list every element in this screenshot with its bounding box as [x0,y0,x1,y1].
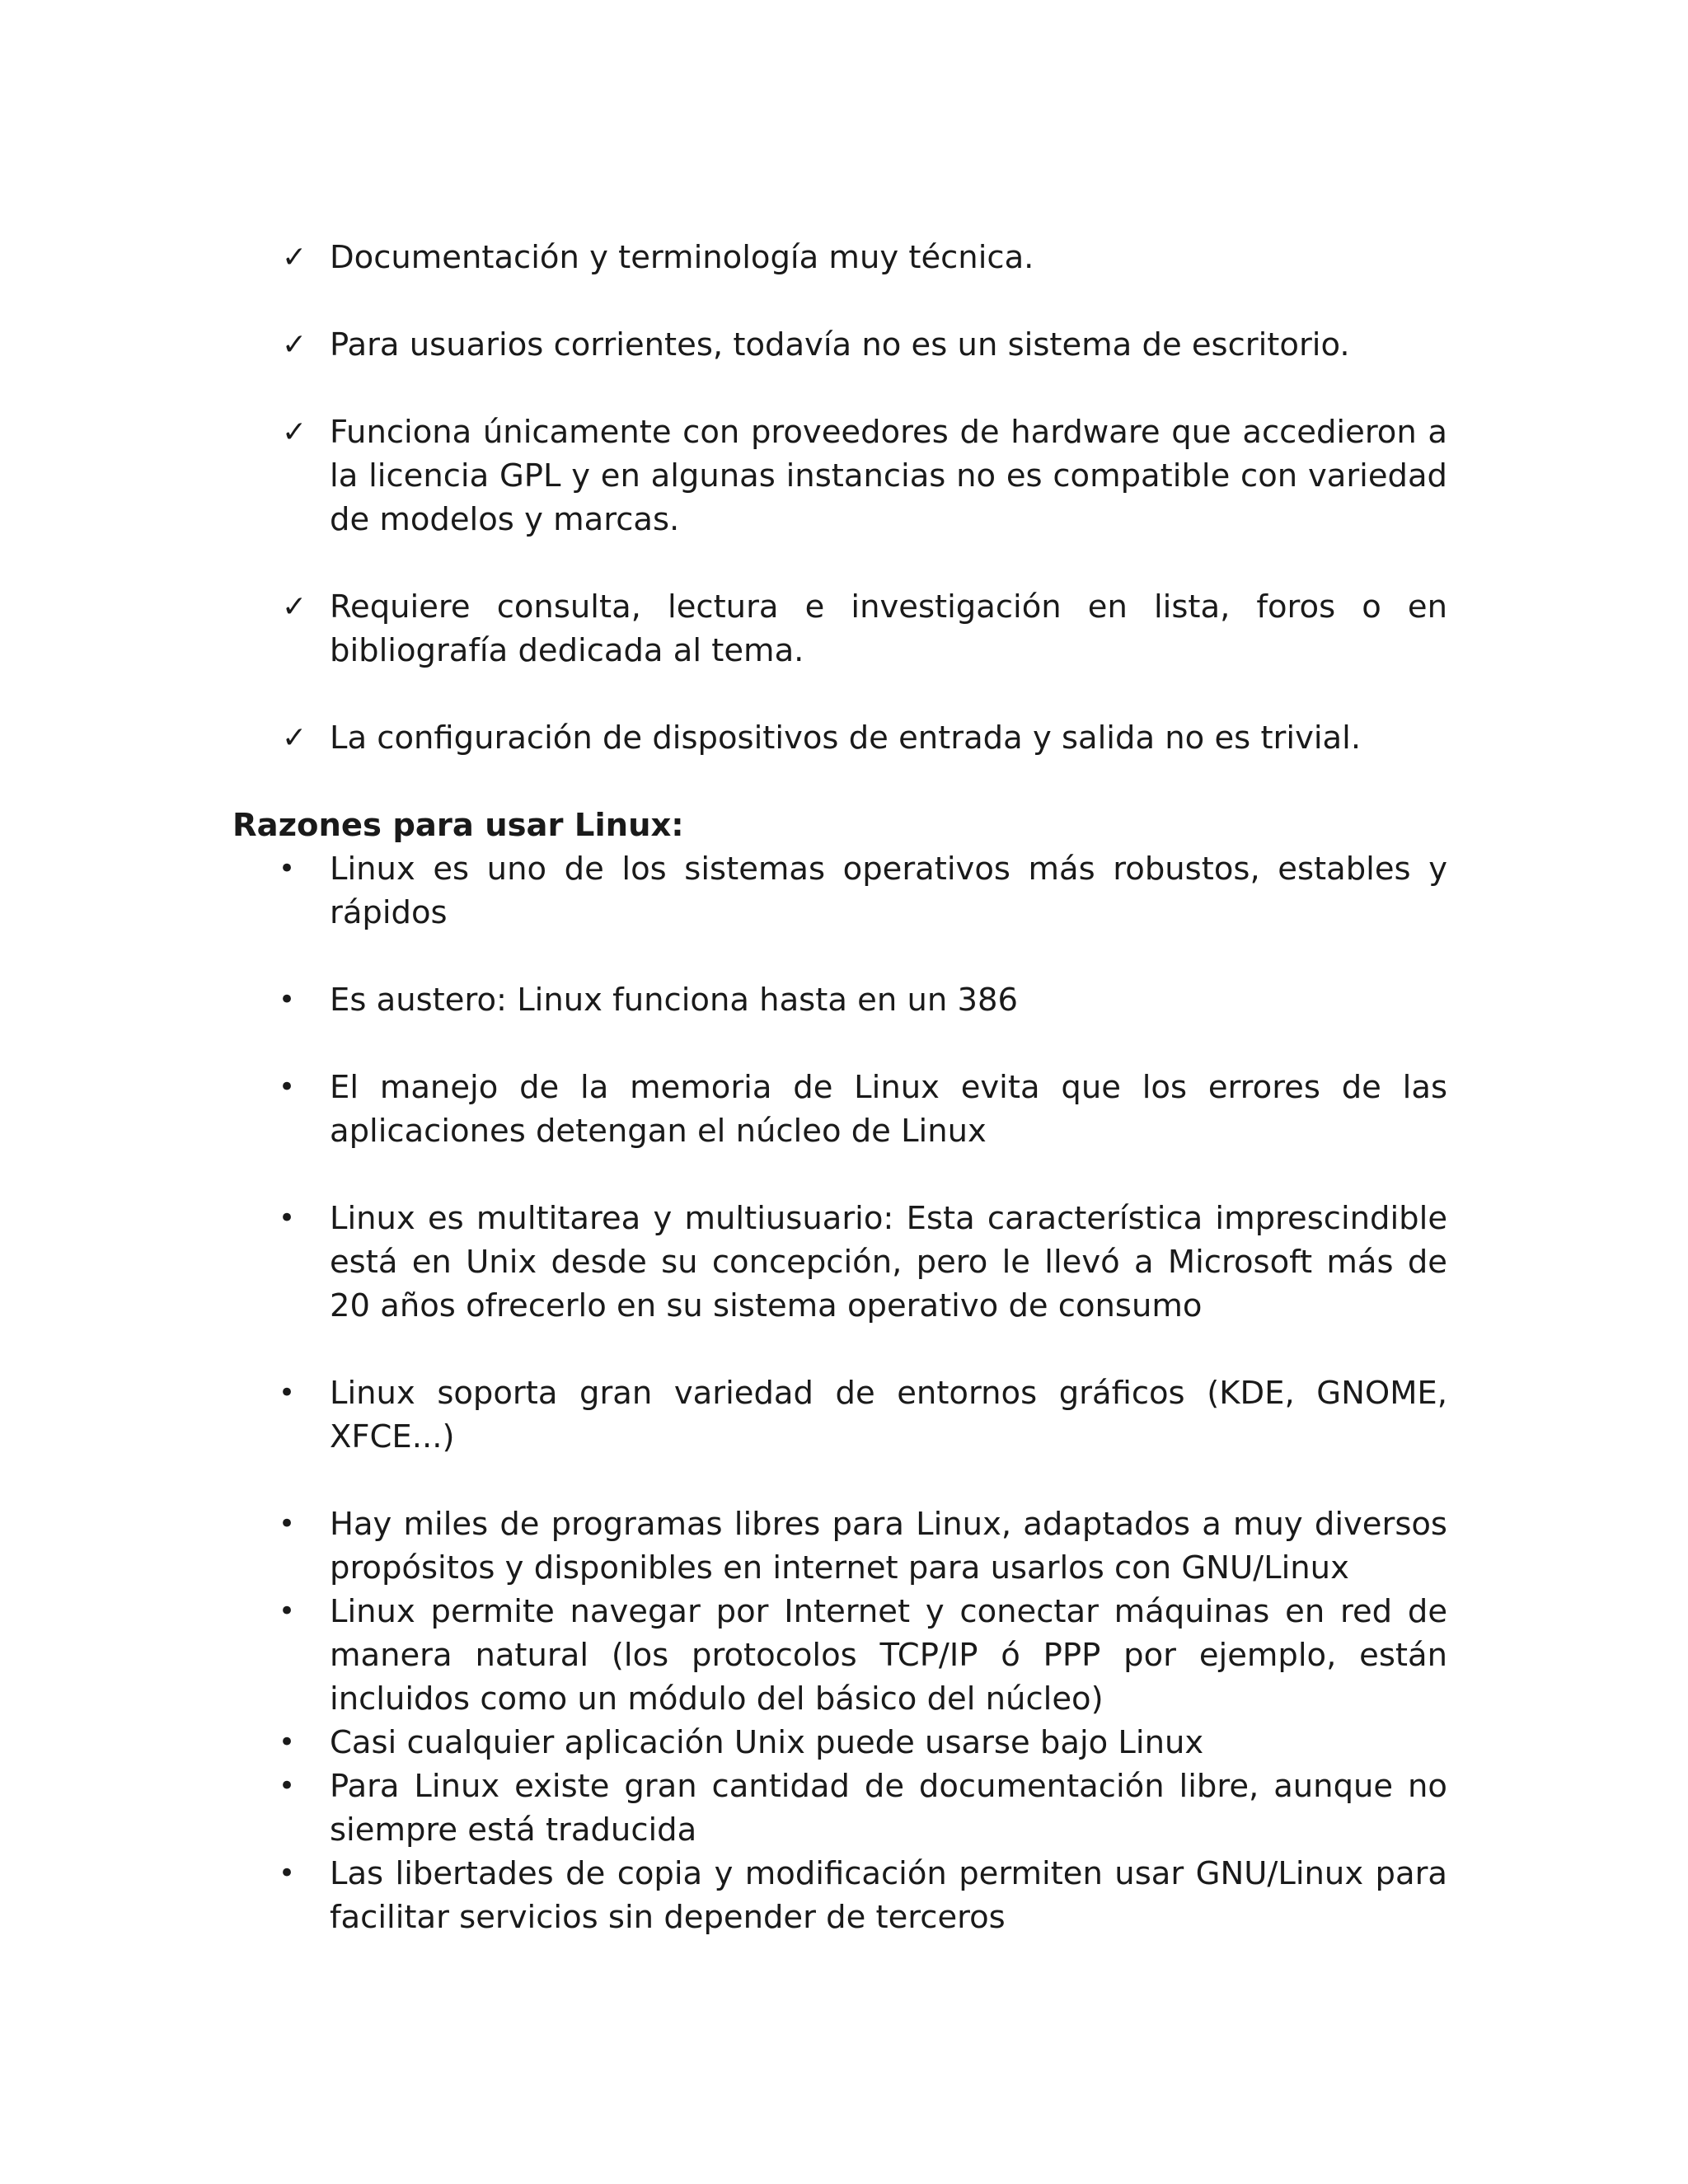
list-item-text: Es austero: Linux funciona hasta en un 386 [330,982,1019,1019]
bullet-icon: • [279,1726,296,1759]
list-item-text: El manejo de la memoria de Linux evita que los errores de las aplicaciones detengan el núcleo de Linux [330,1069,1447,1150]
bullet-icon: • [279,1071,296,1104]
list-item-text: La configuración de dispositivos de entrada y salida no es trivial. [330,719,1362,757]
list-item-text: Para usuarios corrientes, todavía no es un sistema de escritorio. [330,326,1350,363]
list-item [232,323,1447,367]
document-body [232,236,1447,1939]
list-item-text: Documentación y terminología muy técnica. [330,239,1034,276]
bullet-icon: • [279,1202,296,1235]
list-item-text: Casi cualquier aplicación Unix puede usarse bajo Linux [330,1724,1204,1761]
checkmark-icon: ✓ [282,590,307,624]
list-item-text: Funciona únicamente con proveedores de hardware que accedieron a la licencia GPL y en algunas instancias no es compatible con variedad de modelos y marcas. [330,414,1447,538]
list-item [232,1852,1447,1939]
list-item-text: Linux es multitarea y multiusuario: Esta característica imprescindible está en Unix desde su concepción, pero le llevó a Microsoft más de 20 años ofrecerlo en su sistema operativo de consumo [330,1200,1447,1324]
bullet-icon: • [279,852,296,885]
list-item [232,1197,1447,1328]
list-item-text: Linux soporta gran variedad de entornos gráficos (KDE, GNOME, XFCE...) [330,1375,1447,1455]
bullet-icon: • [279,1857,296,1890]
list-item [232,978,1447,1022]
bullet-icon: • [279,1595,296,1628]
cons-check-list [232,236,1447,760]
list-item [232,1721,1447,1765]
checkmark-icon: ✓ [282,415,307,449]
list-item-text: Requiere consulta, lectura e investigación en lista, foros o en bibliografía dedicada al tema. [330,588,1447,669]
list-item-text: Linux es uno de los sistemas operativos más robustos, estables y rápidos [330,851,1447,931]
section-heading: Razones para usar Linux: [232,807,684,844]
list-item [232,716,1447,760]
checkmark-icon: ✓ [282,328,307,362]
bullet-icon: • [279,1376,296,1409]
list-item [232,1066,1447,1153]
list-item [232,585,1447,673]
list-item-text: Linux permite navegar por Internet y conectar máquinas en red de manera natural (los protocolos TCP/IP ó PPP por ejemplo, están incluidos como un módulo del básico del núcleo) [330,1593,1447,1718]
list-item [232,1590,1447,1721]
reasons-bullet-list [232,847,1447,1939]
list-item [232,236,1447,279]
list-item [232,410,1447,541]
list-item-text: Hay miles de programas libres para Linux, adaptados a muy diversos propósitos y disponibles en internet para usarlos con GNU/Linux [330,1506,1447,1586]
list-item [232,847,1447,935]
list-item [232,1371,1447,1459]
list-item [232,1502,1447,1590]
list-item-text: Las libertades de copia y modificación permiten usar GNU/Linux para facilitar servicios sin depender de terceros [330,1855,1447,1936]
bullet-icon: • [279,1507,296,1540]
checkmark-icon: ✓ [282,721,307,755]
checkmark-icon: ✓ [282,241,307,274]
bullet-icon: • [279,983,296,1016]
bullet-icon: • [279,1769,296,1802]
list-item [232,1765,1447,1852]
list-item-text: Para Linux existe gran cantidad de documentación libre, aunque no siempre está traducida [330,1768,1447,1849]
